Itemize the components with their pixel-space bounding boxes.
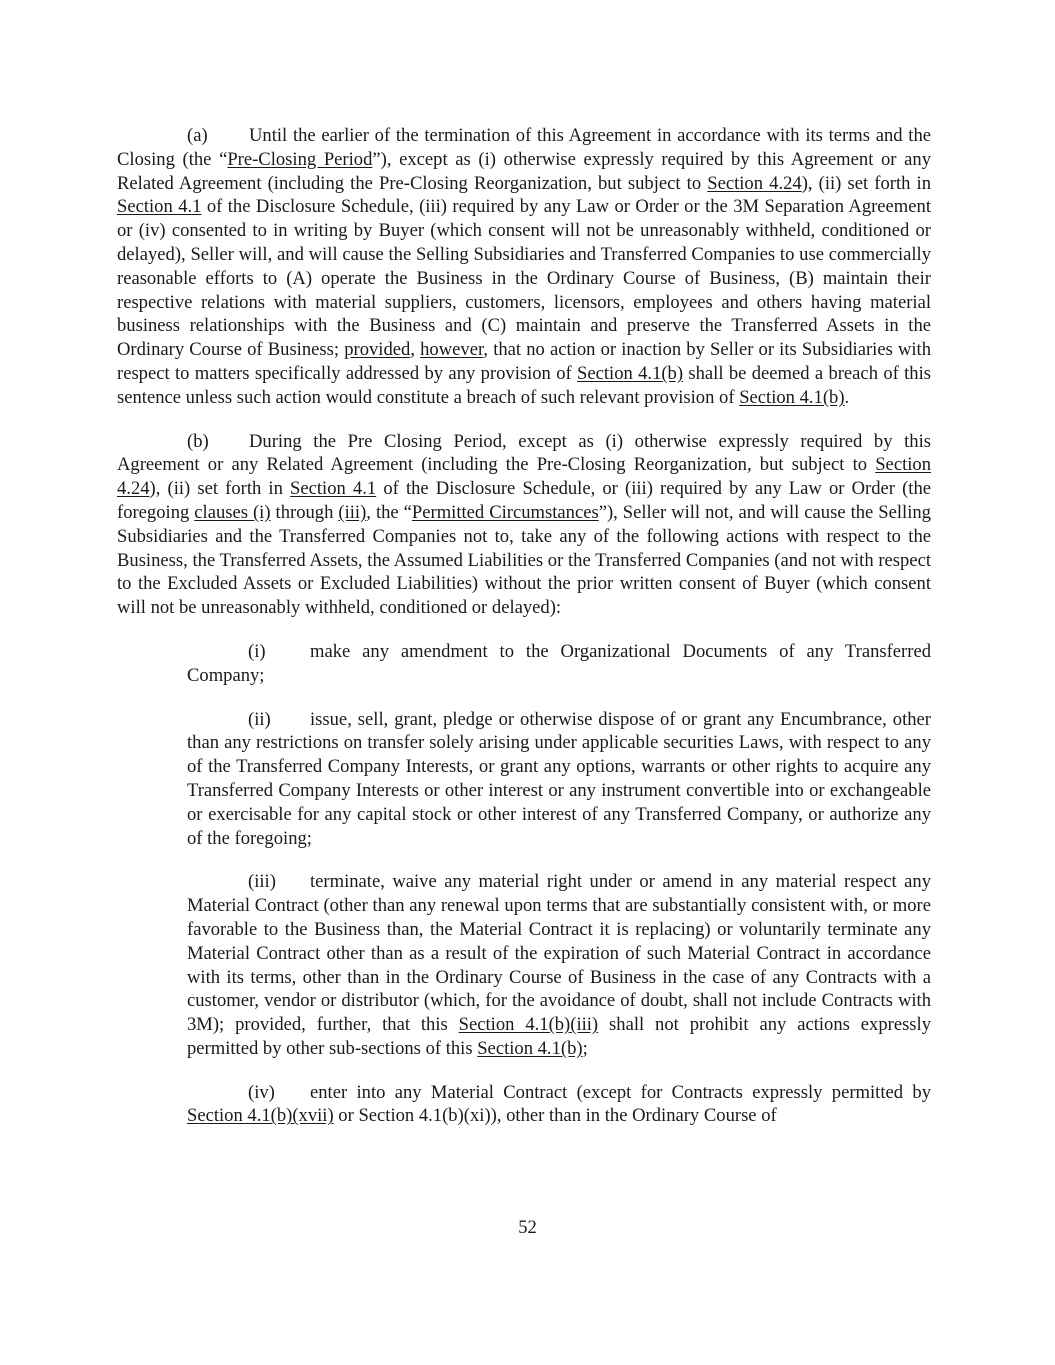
section-reference: Section 4.1(b)(iii) bbox=[458, 1014, 599, 1036]
item-i: (i) make any amendment to the Organizational Documents of any Transferred Company; bbox=[187, 640, 931, 686]
paragraph-a-label: (a) bbox=[187, 125, 208, 146]
paragraph-b: (b) During the Pre Closing Period, except as (i) otherwise expressly required by this Agreement or any Related Agreement (including the Pre-Closing Reorganization, but subject to Section 4.24), (ii) set forth in Section 4.1 of the Disclosure Schedule, or (iii) required by any Law or Order (the foregoing clauses (i) through (iii), the “Permitted Circumstances”), Seller will not, and will cause the Selling Subsidiaries and the Transferred Companies not to, take any of the following actions with respect to the Business, the Transferred Assets, the Assumed Liabilities or the Transferred Companies (and not with respect to the Excluded Assets or Excluded Liabilities) without the prior written consent of Buyer (which consent will not be unreasonably withheld, conditioned or delayed): bbox=[117, 430, 931, 619]
item-i-label: (i) bbox=[248, 640, 266, 662]
clause-reference: (iii) bbox=[338, 501, 367, 523]
section-reference: Section 4.1(b)(xvii) bbox=[187, 1105, 334, 1127]
page-number: 52 bbox=[518, 1217, 537, 1238]
paragraph-a: (a) Until the earlier of the termination of this Agreement in accordance with its terms and the Closing (the “Pre-Closing Period”), except as (i) otherwise expressly required by this Agreement or any Related Agreement (including the Pre-Closing Reorganization, but subject to Section 4.24), (ii) set forth in Section 4.1 of the Disclosure Schedule, (iii) required by any Law or Order or the 3M Separation Agreement or (iv) consented to in writing by Buyer (which consent will not be unreasonably withheld, conditioned or delayed), Seller will, and will cause the Selling Subsidiaries and Transferred Companies to use commercially reasonable efforts to (A) operate the Business in the Ordinary Course of Business, (B) maintain their respective relations with material suppliers, customers, licensors, employees and others having material business relationships with the Business and (C) maintain and preserve the Transferred Assets in the Ordinary Course of Business; provided, however, that no action or inaction by Seller or its Subsidiaries with respect to matters specifically addressed by any provision of Section 4.1(b) shall be deemed a breach of this sentence unless such action would constitute a breach of such relevant provision of Section 4.1(b). bbox=[117, 125, 932, 408]
section-reference: Section 4.24 bbox=[117, 454, 931, 500]
term-however: however bbox=[420, 339, 484, 361]
item-ii: (ii) issue, sell, grant, pledge or otherwise dispose of or grant any Encumbrance, other than any restrictions on transfer solely arising under applicable securities Laws, with respect to any of the Transferred Company Interests, or grant any options, warrants or other rights to acquire any Transferred Company Interests or other interest or any instrument convertible into or exchangeable or exercisable for any capital stock or other interest of any Transferred Company, or authorize any of the foregoing; bbox=[187, 708, 931, 849]
item-iii-label: (iii) bbox=[248, 871, 276, 893]
section-reference: Section 4.1 bbox=[290, 478, 377, 500]
document-page bbox=[117, 124, 931, 1128]
section-reference: Section 4.1 bbox=[117, 196, 202, 218]
paragraph-b-label: (b) bbox=[187, 430, 209, 452]
clause-reference: clauses (i) bbox=[194, 501, 271, 523]
defined-term-permitted-circumstances: Permitted Circumstances bbox=[411, 501, 599, 523]
term-provided: provided bbox=[344, 339, 411, 361]
item-ii-label: (ii) bbox=[248, 708, 271, 730]
section-reference: Section 4.1(b) bbox=[477, 1037, 583, 1059]
item-iv: (iv) enter into any Material Contract (except for Contracts expressly permitted by Section 4.1(b)(xvii) or Section 4.1(b)(xi)), other than in the Ordinary Course of bbox=[187, 1081, 931, 1127]
defined-term-pre-closing-period: Pre-Closing Period bbox=[227, 148, 373, 170]
item-iv-label: (iv) bbox=[248, 1081, 275, 1103]
section-reference: Section 4.1(b) bbox=[577, 362, 684, 384]
section-reference: Section 4.24 bbox=[707, 172, 802, 194]
section-reference: Section 4.1(b) bbox=[739, 386, 845, 408]
item-iii: (iii) terminate, waive any material right under or amend in any material respect any Material Contract (other than any renewal upon terms that are substantially consistent with, or more favorable to the Business than, the Material Contract it is replacing) or voluntarily terminate any Material Contract other than as a result of the expiration of such Material Contract in accordance with its terms, other than in the Ordinary Course of Business in the case of any Contracts with a customer, vendor or distributor (which, for the avoidance of doubt, shall not include Contracts with 3M); provided, further, that this Section 4.1(b)(iii) shall not prohibit any actions expressly permitted by other sub-sections of this Section 4.1(b); bbox=[187, 871, 932, 1059]
